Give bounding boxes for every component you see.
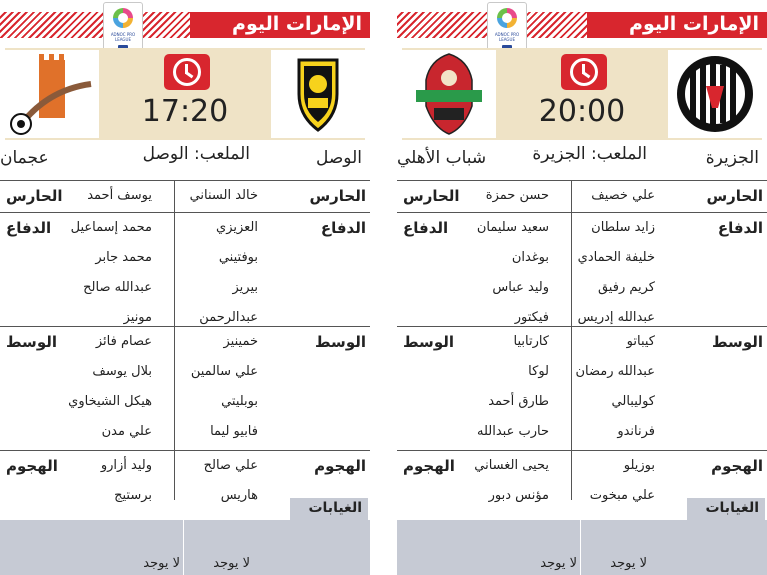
attack-section <box>0 450 370 503</box>
away-team-logo <box>402 50 496 138</box>
player-name: هاريس <box>220 488 258 503</box>
home-team-name: الوصل <box>316 148 362 168</box>
player-name: علي خصيف <box>591 188 655 203</box>
player-name: كريم رفيق <box>597 280 655 295</box>
teams-row <box>397 144 767 174</box>
player-name: كارتابيا <box>513 334 549 349</box>
player-name: العزيزي <box>216 220 258 235</box>
player-name: زايد سلطان <box>591 220 655 235</box>
player-name: مؤنس دبور <box>488 488 549 503</box>
away-team-logo <box>5 50 99 138</box>
section-label: الحارس <box>706 187 763 205</box>
player-name: بوبليتي <box>221 394 258 409</box>
away-absences: لا يوجد <box>143 556 180 571</box>
section-label: الوسط <box>403 333 454 351</box>
player-name: برستيج <box>114 488 152 503</box>
away-team-name: شباب الأهلي <box>397 148 487 168</box>
player-name: بوغدان <box>511 250 549 265</box>
player-name: علي مبخوت <box>589 488 655 503</box>
goalkeeper-section <box>397 180 767 212</box>
section-label: الوسط <box>712 333 763 351</box>
match-header <box>402 48 762 140</box>
kickoff-time: 20:00 <box>538 94 626 129</box>
section-label: الدفاع <box>6 219 52 237</box>
away-absences: لا يوجد <box>540 556 577 571</box>
header-banner <box>0 12 370 38</box>
player-name: مونيز <box>123 310 152 325</box>
player-name: محمد جابر <box>95 250 152 265</box>
player-name: هيكل الشيخاوي <box>68 394 152 409</box>
player-name: خمينيز <box>223 334 258 349</box>
page-title: الإمارات اليوم <box>232 13 362 35</box>
player-name: فرناندو <box>617 424 655 439</box>
section-label: الدفاع <box>403 219 449 237</box>
player-name: كوليبالي <box>611 394 655 409</box>
stadium-label: الملعب: الجزيرة <box>532 144 647 164</box>
league-logo: ADNOC PRO LEAGUE <box>487 2 527 56</box>
match-card-alwasl-ajman <box>0 0 370 575</box>
player-name: سعيد سليمان <box>476 220 549 235</box>
goalkeeper-section <box>0 180 370 212</box>
player-name: وليد عباس <box>492 280 549 295</box>
clock-icon <box>561 54 607 90</box>
player-name: علي صالح <box>203 458 258 473</box>
section-label: الهجوم <box>403 457 455 475</box>
page-title: الإمارات اليوم <box>629 13 759 35</box>
teams-row <box>0 144 370 174</box>
section-label: الحارس <box>403 187 460 205</box>
player-name: خليفة الحمادي <box>577 250 655 265</box>
player-name: عبدالرحمن <box>199 310 258 325</box>
section-label: الهجوم <box>711 457 763 475</box>
player-name: بوفتيني <box>218 250 258 265</box>
home-absences: لا يوجد <box>610 556 647 571</box>
defense-section <box>0 212 370 326</box>
match-header <box>5 48 365 140</box>
section-label: الوسط <box>315 333 366 351</box>
player-name: بيريز <box>232 280 258 295</box>
player-name: يحيى الغساني <box>474 458 549 473</box>
lineup-table <box>397 180 767 503</box>
absences-label: الغيابات <box>308 500 362 516</box>
player-name: محمد إسماعيل <box>70 220 152 235</box>
player-name: حسن حمزة <box>485 188 549 203</box>
absences-section <box>397 498 767 575</box>
section-label: الوسط <box>6 333 57 351</box>
player-name: يوسف أحمد <box>87 188 152 203</box>
attack-section <box>397 450 767 503</box>
absences-label: الغيابات <box>705 500 759 516</box>
player-name: بوزيلو <box>623 458 655 473</box>
player-name: فابيو ليما <box>210 424 258 439</box>
home-team-name: الجزيرة <box>705 148 759 168</box>
absences-section <box>0 498 370 575</box>
player-name: علي سالمين <box>190 364 258 379</box>
away-team-name: عجمان <box>0 148 49 168</box>
match-card-aljazira-shababalahli <box>397 0 767 575</box>
defense-section <box>397 212 767 326</box>
header-banner <box>397 12 767 38</box>
player-name: عصام فائز <box>95 334 152 349</box>
section-label: الحارس <box>309 187 366 205</box>
player-name: حارب عبدالله <box>477 424 549 439</box>
player-name: طارق أحمد <box>488 394 549 409</box>
player-name: بلال يوسف <box>92 364 152 379</box>
player-name: خالد السناني <box>189 188 258 203</box>
player-name: عبدالله رمضان <box>575 364 655 379</box>
midfield-section <box>397 326 767 450</box>
section-label: الهجوم <box>314 457 366 475</box>
player-name: فيكتور <box>514 310 549 325</box>
section-label: الهجوم <box>6 457 58 475</box>
section-label: الدفاع <box>717 219 763 237</box>
home-team-logo <box>271 50 365 138</box>
player-name: علي مدن <box>101 424 152 439</box>
stadium-label: الملعب: الوصل <box>142 144 250 164</box>
league-logo: ADNOC PRO LEAGUE <box>103 2 143 56</box>
player-name: وليد أزارو <box>100 458 152 473</box>
midfield-section <box>0 326 370 450</box>
player-name: لوكا <box>528 364 549 379</box>
home-absences: لا يوجد <box>213 556 250 571</box>
section-label: الدفاع <box>320 219 366 237</box>
kickoff-time: 17:20 <box>141 94 229 129</box>
home-team-logo <box>668 50 762 138</box>
lineup-table <box>0 180 370 503</box>
clock-icon <box>164 54 210 90</box>
player-name: عبدالله صالح <box>83 280 152 295</box>
section-label: الحارس <box>6 187 63 205</box>
player-name: كيباتو <box>626 334 655 349</box>
player-name: عبدالله إدريس <box>577 310 655 325</box>
